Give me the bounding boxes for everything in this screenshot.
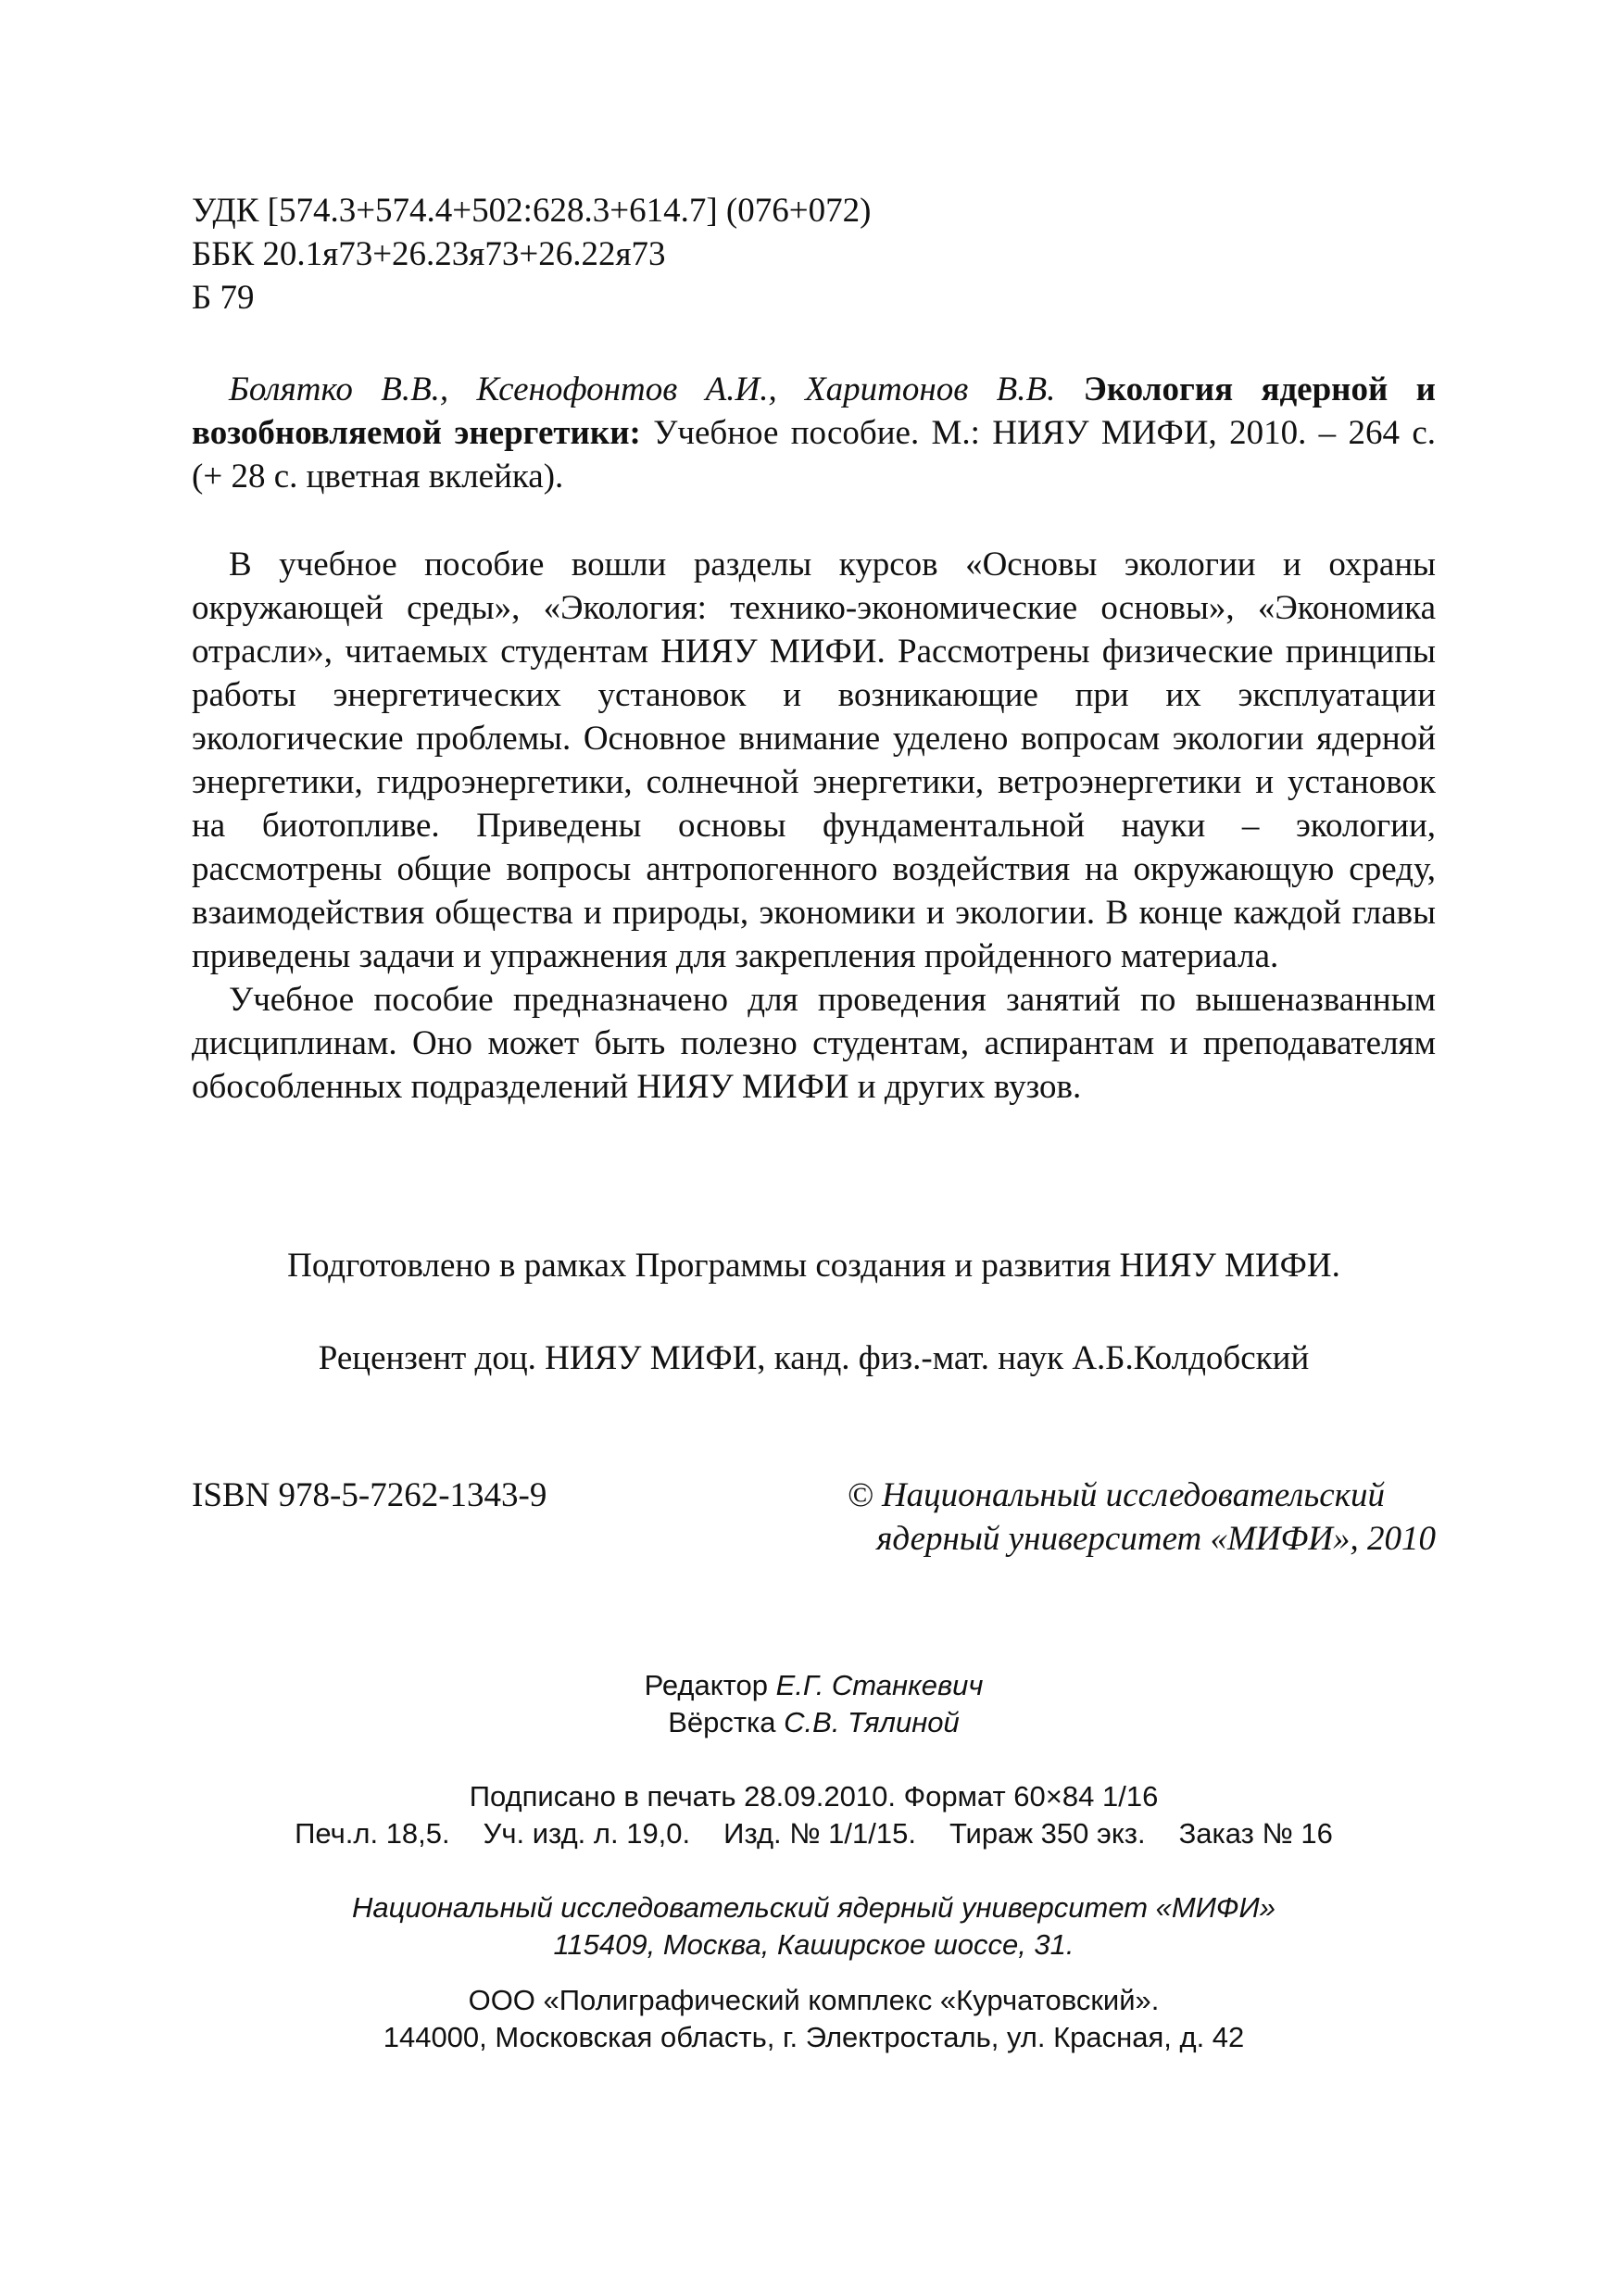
- bibliographic-citation: [192, 368, 1436, 498]
- layout-name: С.В. Тялиной: [784, 1706, 960, 1738]
- citation-authors: Болятко В.В., Ксенофонтов А.И., Харитонов В.В.: [229, 370, 1056, 408]
- bbk-code: ББК 20.1я73+26.23я73+26.22я73: [192, 235, 666, 273]
- edition-number: Изд. № 1/1/15.: [723, 1817, 916, 1850]
- editor-credit: [192, 1667, 1436, 1704]
- classification-block: [192, 189, 1396, 320]
- publisher-name: Национальный исследовательский ядерный университет «МИФИ»: [352, 1891, 1275, 1924]
- publisher-block: [192, 1889, 1436, 1964]
- citation-title: Экология ядерной и возобновляемой энергетики:: [192, 370, 1436, 452]
- print-signed-format: Подписано в печать 28.09.2010. Формат 60×84 1/16: [469, 1780, 1159, 1813]
- copyright-line-1: © Национальный исследовательский: [847, 1476, 1385, 1514]
- print-details-row: [192, 1815, 1436, 1852]
- editor-label: Редактор: [644, 1669, 769, 1701]
- reviewer-line: Рецензент доц. НИЯУ МИФИ, канд. физ.-мат. наук А.Б.Колдобский: [318, 1339, 1310, 1377]
- author-mark: Б 79: [192, 279, 255, 317]
- printer-block: [192, 1982, 1436, 2056]
- udk-code: УДК [574.3+574.4+502:628.3+614.7] (076+072): [192, 192, 872, 230]
- layout-label: Вёрстка: [668, 1706, 776, 1738]
- copyright-line-2: ядерный университет «МИФИ», 2010: [876, 1520, 1436, 1558]
- copyright-notice: [741, 1474, 1436, 1561]
- printer-address: 144000, Московская область, г. Электросталь, ул. Красная, д. 42: [383, 2021, 1245, 2053]
- printer-name: ООО «Полиграфический комплекс «Курчатовский».: [468, 1984, 1160, 2016]
- isbn: ISBN 978-5-7262-1343-9: [192, 1476, 547, 1514]
- layout-credit: [192, 1704, 1436, 1741]
- edition-sheets: Уч. изд. л. 19,0.: [483, 1817, 691, 1850]
- order-number: Заказ № 16: [1178, 1817, 1333, 1850]
- abstract-paragraph-2: Учебное пособие предназначено для проведения занятий по вышеназванным дисциплинам. Оно может быть полезно студентам, аспирантам и преподавателям обособленных подразделений НИЯУ МИФИ и других вузов.: [192, 981, 1436, 1106]
- abstract-paragraph-1: В учебное пособие вошли разделы курсов «Основы экологии и охраны окружающей среды», «Экология: технико-экономические основы», «Экономика отрасли», читаемых студентам НИЯУ МИФИ. Рассмотрены физические принципы работы энергетических установок и возникающие при их эксплуатации экологические проблемы. Основное внимание уделено вопросам экологии ядерной энергетики, гидроэнергетики, солнечной энергетики, ветроэнергетики и установок на биотопливе. Приведены основы фундаментальной науки – экологии, рассмотрены общие вопросы антропогенного воздействия на окружающую среду, взаимодействия общества и природы, экономики и экологии. В конце каждой главы приведены задачи и упражнения для закрепления пройденного материала.: [192, 546, 1436, 975]
- publisher-address: 115409, Москва, Каширское шоссе, 31.: [553, 1928, 1074, 1961]
- editor-name: Е.Г. Станкевич: [775, 1669, 984, 1701]
- print-info: [192, 1778, 1436, 1852]
- abstract: [192, 543, 1436, 1109]
- print-sheets: Печ.л. 18,5.: [295, 1817, 450, 1850]
- citation-details: Учебное пособие. М.: НИЯУ МИФИ, 2010. – 264 с. (+ 28 с. цветная вклейка).: [192, 414, 1437, 496]
- program-note: Подготовлено в рамках Программы создания и развития НИЯУ МИФИ.: [287, 1247, 1340, 1285]
- credits: [192, 1667, 1436, 1741]
- circulation: Тираж 350 экз.: [949, 1817, 1146, 1850]
